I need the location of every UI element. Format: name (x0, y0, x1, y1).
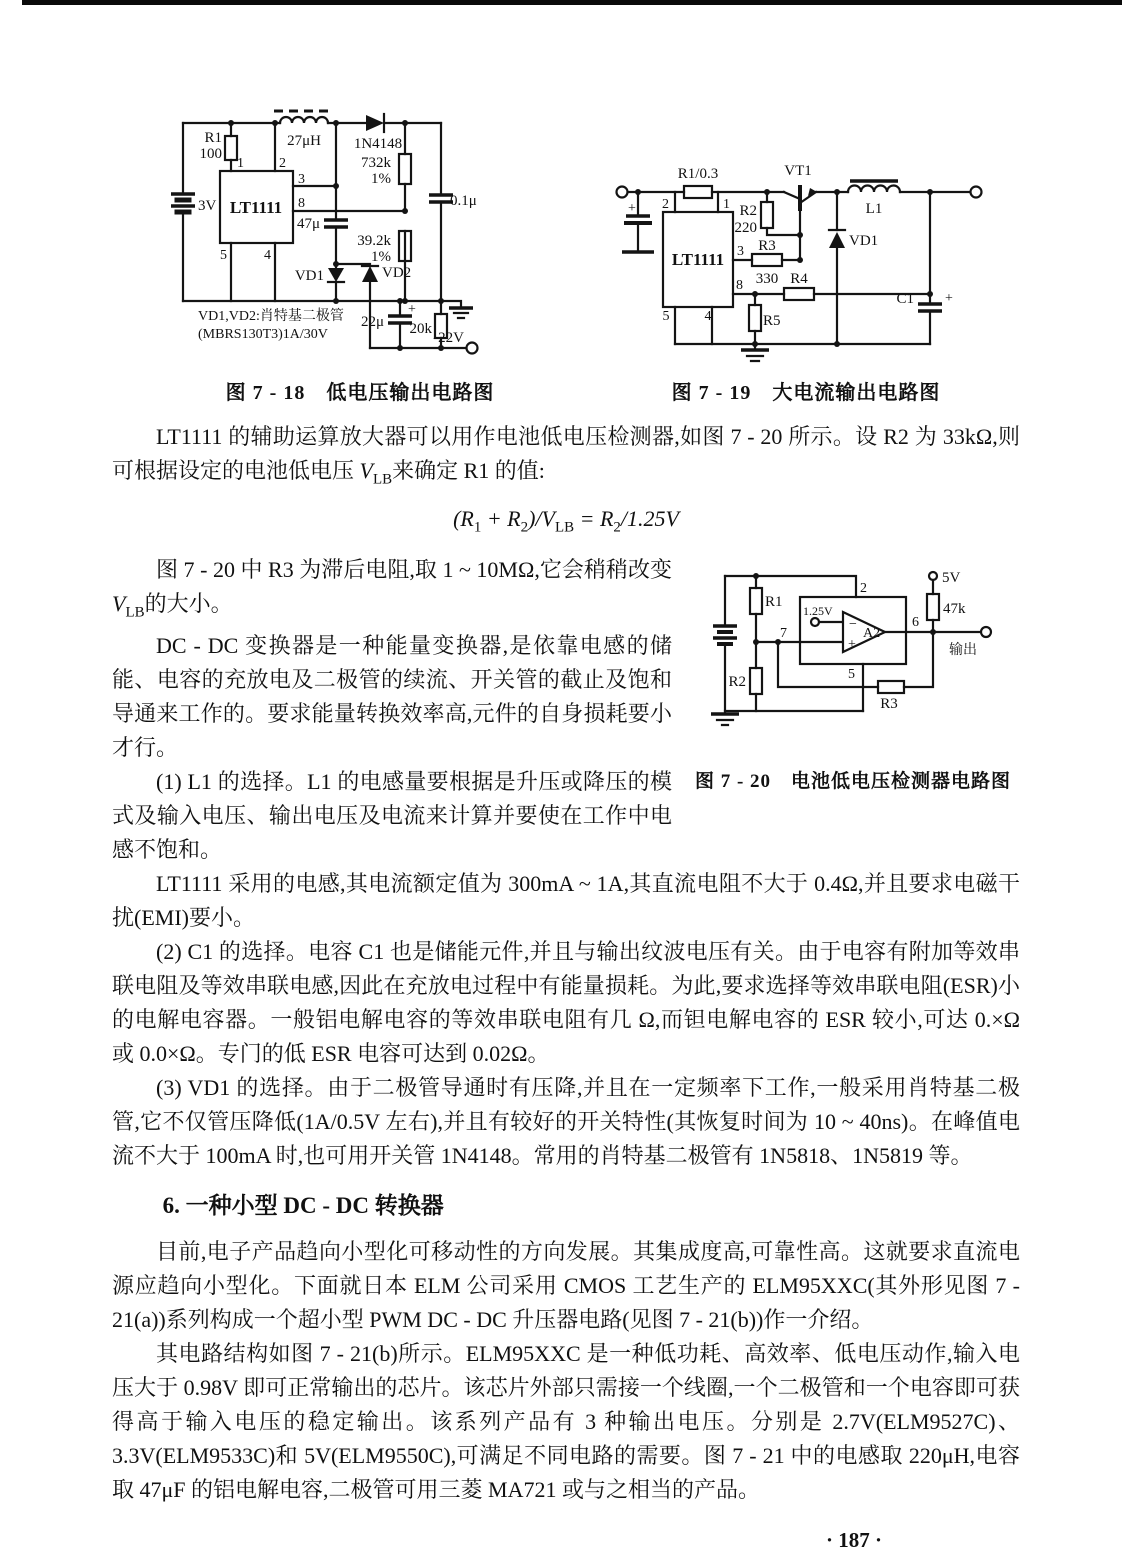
paragraph-elm-intro: 目前,电子产品趋向小型化可移动性的方向发展。其集成度高,可靠性高。这就要求直流电源应趋向小型化。下面就日本 ELM 公司采用 CMOS 工艺生产的 ELM95XXC(其外形见图 7 - 21(a))系列构成一个超小型 PWM DC - DC 升压器电路(见图 7 - 21(b))作一介绍。 (112, 1239, 1020, 1333)
vt1-label: VT1 (784, 163, 812, 179)
r39k-label: 39.2k (357, 233, 391, 249)
vd2-label: VD2 (382, 265, 412, 281)
ref-voltage-label: 1.25V (803, 603, 833, 618)
r4-label: R4 (790, 271, 808, 287)
chip-label: LT1111 (671, 250, 725, 269)
r732k-tolerance: 1% (371, 171, 391, 187)
pin4-label: 4 (704, 309, 712, 324)
r1-value: 100 (199, 146, 222, 162)
r2-label: R2 (728, 673, 746, 690)
r1-label: R1 (765, 593, 783, 610)
pin3-label: 3 (298, 172, 305, 187)
paragraph-vd1-selection: (3) VD1 的选择。由于二极管导通时有压降,并且在一定频率下工作,一般采用肖特基二极管,它不仅管压降低(1A/0.5V 左右),并且有较好的开关特性(其恢复时间为 10 ~ 40ns)。在峰值电流不大于 100mA 时,也可用开关管 1N4148。常用的肖特基二极管有 1N5818、1N5819 等。 (112, 1075, 1020, 1169)
r1-label: R1/0.3 (677, 166, 719, 182)
paragraph-text: 的大小。 (144, 590, 233, 616)
formula-vlb: $(R_1 + R_2)/V_{LB} = R_2/1.25V$ (453, 506, 679, 536)
paragraph-inductor-rating: LT1111 采用的电感,其电流额定值为 300mA ~ 1A,其直流电阻不大于 0.4Ω,并且要求电磁干扰(EMI)要小。 (112, 871, 1020, 931)
figure-7-19-schematic (600, 142, 1010, 370)
figure-7-20 (686, 557, 1020, 799)
r47k-label: 47k (943, 600, 966, 617)
pin1-label: 1 (237, 156, 244, 171)
pin5-label: 5 (848, 666, 855, 682)
opamp-plus: + (848, 636, 856, 652)
r1-label: R1 (204, 130, 222, 146)
diode-note-line2: (MBRS130T3)1A/30V (198, 327, 328, 342)
r3-value: 330 (755, 271, 779, 287)
vlb-symbol: $V_{LB}$ (359, 458, 393, 488)
r3-label: R3 (758, 238, 776, 254)
c1-polarity: + (945, 291, 953, 306)
paragraph-text: 来确定 R1 的值: (392, 458, 545, 483)
page-number: · 187 · (825, 1528, 882, 1553)
pin8-label: 8 (298, 196, 305, 211)
pin2-label: 2 (860, 580, 867, 596)
paragraph-c1-selection: (2) C1 的选择。电容 C1 也是储能元件,并且与输出纹波电压有关。由于电容有附加等效串联电阻及等效串联电感,因此在充放电过程中有能量损耗。为此,要求选择等效串联电阻(ESR)小的电解电容器。一般铝电解电容的等效串联电阻有几 Ω,而钽电解电容的 ESR 较小,可达 0.×Ω 或 0.0×Ω。专门的低 ESR 电容可达到 0.02Ω。 (112, 939, 1020, 1067)
pin6-label: 6 (912, 614, 919, 630)
figure-7-20-schematic (693, 557, 1013, 743)
figure-7-20-caption: 图 7 - 20 电池低电压检测器电路图 (694, 770, 1012, 792)
r5-label: R5 (763, 313, 781, 329)
vd1-label: VD1 (294, 268, 324, 284)
section-heading-6: 6. 一种小型 DC - DC 转换器 (162, 1193, 444, 1219)
supply-5v-label: 5V (942, 569, 961, 586)
diode-note-line1: VD1,VD2:肖特基二极管 (198, 309, 344, 324)
pin3-label: 3 (737, 244, 744, 259)
pin4-label: 4 (264, 248, 271, 263)
output-label: 输出 (949, 642, 977, 658)
l1-label: L1 (865, 201, 883, 217)
vlb-symbol: $V_{LB}$ (112, 590, 145, 621)
output-voltage-label: -22V (433, 330, 464, 346)
body-text (112, 420, 1020, 1557)
pin1-label: 1 (723, 197, 730, 212)
r2-value: 220 (734, 220, 757, 236)
battery-label: 3V (198, 198, 217, 214)
figure-7-18-schematic (128, 96, 588, 364)
figure-7-18-caption: 图 7 - 18 低电压输出电路图 (225, 382, 495, 404)
pin8-label: 8 (736, 278, 743, 293)
figure-7-19-caption: 图 7 - 19 大电流输出电路图 (671, 382, 941, 404)
paragraph-intro-detector (112, 420, 1020, 496)
scan-edge-artifact (22, 0, 1122, 5)
paragraph-l1-selection: (1) L1 的选择。L1 的电感量要根据是升压或降压的模式及输入电压、输出电压及电流来计算并要使在工作中电感不饱和。 (112, 769, 672, 863)
opamp-label: A2 (863, 625, 881, 641)
pin7-label: 7 (780, 625, 787, 641)
r732k-label: 732k (361, 155, 391, 171)
vd1-label: VD1 (849, 233, 879, 249)
paragraph-elm95xxc-detail: 其电路结构如图 7 - 21(b)所示。ELM95XXC 是一种低功耗、高效率、低电压动作,输入电压大于 0.98V 即可正常输出的芯片。该芯片外部只需接一个线圈,一个二极管和一个电容即可获得高于输入电压的稳定输出。该系列产品有 3 种输出电压。分别是 2.7V(ELM9527C)、3.3V(ELM9533C)和 5V(ELM9550C),可满足不同电路的需要。图 7 - 21 中的电感取 220μH,电容取 47μF 的铝电解电容,二极管可用三菱 MA721 或与之相当的产品。 (112, 1341, 1020, 1503)
diode-label: 1N4148 (353, 136, 403, 152)
paragraph-dcdc-principle: DC - DC 变换器是一种能量变换器,是依靠电感的储能、电容的充放电及二极管的续流、开关管的截止及饱和导通来工作的。要求能量转换效率高,元件的自身损耗要小才行。 (112, 633, 672, 761)
pin5-label: 5 (220, 248, 227, 263)
figure-7-18 (128, 96, 588, 364)
r2-label: R2 (739, 203, 757, 219)
chip-label: LT1111 (229, 198, 283, 217)
cap-01u-label: 0.1μ (450, 193, 477, 209)
pin2-label: 2 (662, 197, 669, 212)
cap-22u-label: 22μ (360, 314, 384, 330)
pin5-label: 5 (662, 309, 670, 324)
cap-47u-label: 47μ (296, 216, 320, 232)
cap-22u-polarity: + (408, 302, 416, 317)
opamp-minus: − (849, 616, 857, 632)
inductor-label: 27μH (287, 133, 321, 149)
r20k-label: 20k (409, 321, 432, 337)
input-cap-polarity: + (628, 201, 636, 216)
figure-7-19 (600, 142, 1010, 370)
paragraph-text: 图 7 - 20 中 R3 为滞后电阻,取 1 ~ 10MΩ,它会稍稍改变 (156, 556, 672, 582)
r39k-tolerance: 1% (371, 249, 391, 265)
r3-label: R3 (880, 695, 898, 712)
pin2-label: 2 (279, 156, 286, 171)
paragraph-text: LT1111 的辅助运算放大器可以用作电池低电压检测器,如图 7 - 20 所示。设 R2 为 33kΩ,则可根据设定的电池低电压 (112, 424, 1020, 483)
c1-label: C1 (896, 291, 914, 307)
